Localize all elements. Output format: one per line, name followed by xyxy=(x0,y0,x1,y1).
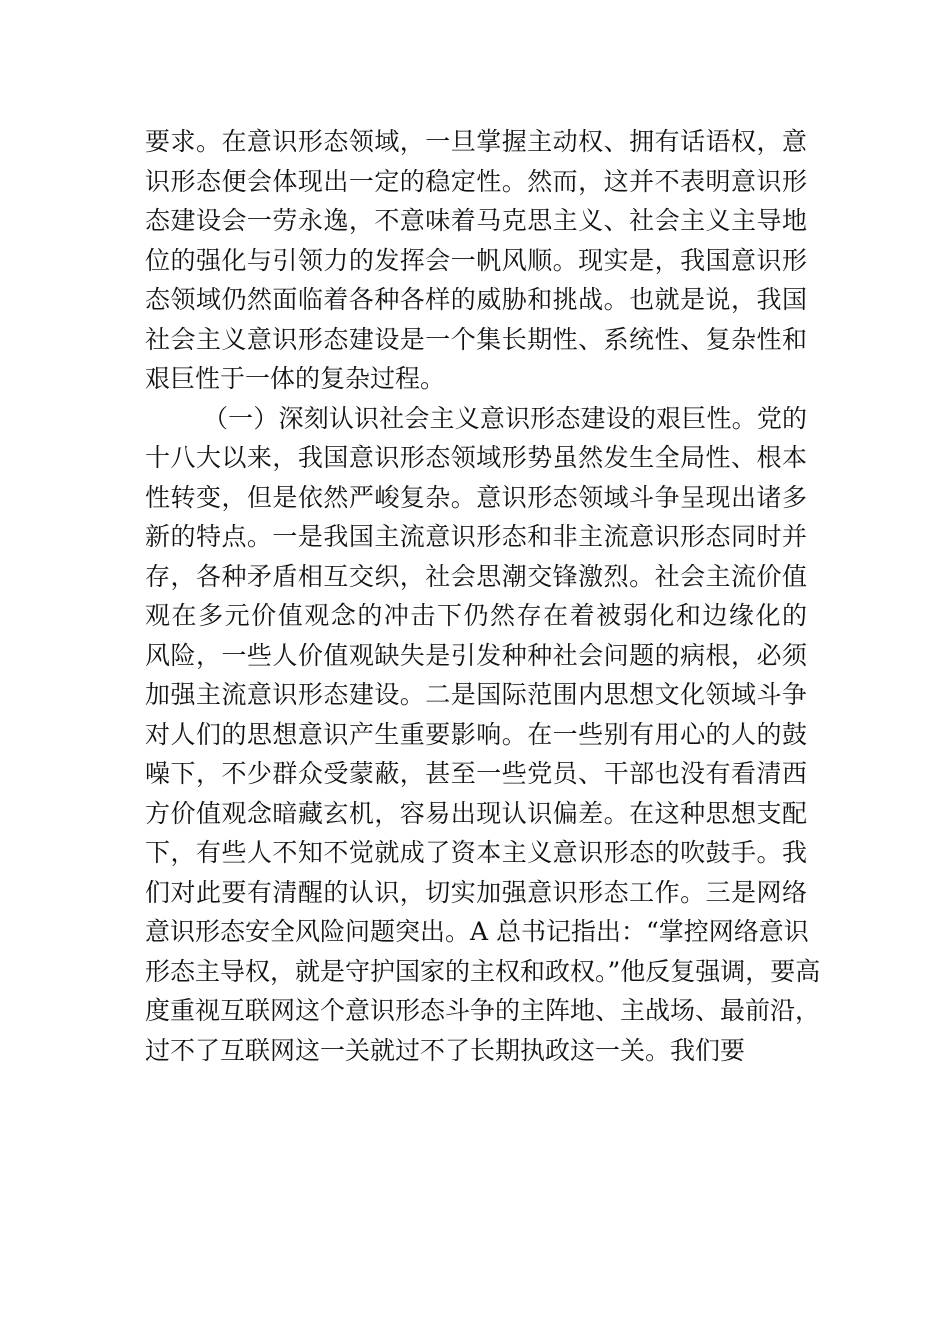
text-line: （一）深刻认识社会主义意识形态建设的艰巨性。党的 xyxy=(203,403,807,433)
text-line: 新的特点。一是我国主流意识形态和非主流意识形态同时并 xyxy=(145,522,807,551)
text-line: 十八大以来，我国意识形态领域形势虽然发生全局性、根本 xyxy=(145,443,807,472)
text-line: 加强主流意识形态建设。二是国际范围内思想文化领域斗争 xyxy=(145,680,807,709)
text-line: 下，有些人不知不觉就成了资本主义意识形态的吹鼓手。我 xyxy=(145,838,807,867)
text-line: 意识形态安全风险问题突出。A 总书记指出：“掌控网络意识 xyxy=(145,917,809,946)
text-line: 艰巨性于一体的复杂过程。 xyxy=(145,364,446,393)
text-line: 度重视互联网这个意识形态斗争的主阵地、主战场、最前沿， xyxy=(145,996,821,1025)
text-line: 过不了互联网这一关就过不了长期执政这一关。我们要 xyxy=(145,1035,746,1065)
text-line: 噪下，不少群众受蒙蔽，甚至一些党员、干部也没有看清西 xyxy=(145,759,807,788)
text-line: 位的强化与引领力的发挥会一帆风顺。现实是，我国意识形 xyxy=(145,245,807,275)
text-line: 存，各种矛盾相互交织，社会思潮交锋激烈。社会主流价值 xyxy=(145,561,807,591)
text-line: 社会主义意识形态建设是一个集长期性、系统性、复杂性和 xyxy=(145,324,807,354)
text-line: 风险，一些人价值观缺失是引发种种社会问题的病根，必须 xyxy=(145,640,807,670)
text-line: 对人们的思想意识产生重要影响。在一些别有用心的人的鼓 xyxy=(145,719,807,749)
text-line: 们对此要有清醒的认识，切实加强意识形态工作。三是网络 xyxy=(145,877,807,907)
text-line: 态领域仍然面临着各种各样的威胁和挑战。也就是说，我国 xyxy=(145,285,807,314)
text-line: 形态主导权，就是守护国家的主权和政权。”他反复强调，要高 xyxy=(145,956,821,986)
text-line: 方价值观念暗藏玄机，容易出现认识偏差。在这种思想支配 xyxy=(145,798,807,828)
text-line: 观在多元价值观念的冲击下仍然存在着被弱化和边缘化的 xyxy=(145,601,807,630)
body-text xyxy=(145,122,821,1070)
paragraph-1 xyxy=(145,122,807,399)
paragraph-2 xyxy=(145,399,821,1071)
text-line: 态建设会一劳永逸，不意味着马克思主义、社会主义主导地 xyxy=(145,206,807,235)
text-line: 性转变，但是依然严峻复杂。意识形态领域斗争呈现出诸多 xyxy=(145,482,807,512)
text-line: 要求。在意识形态领域，一旦掌握主动权、拥有话语权，意 xyxy=(145,127,807,156)
text-line: 识形态便会体现出一定的稳定性。然而，这并不表明意识形 xyxy=(145,166,807,196)
